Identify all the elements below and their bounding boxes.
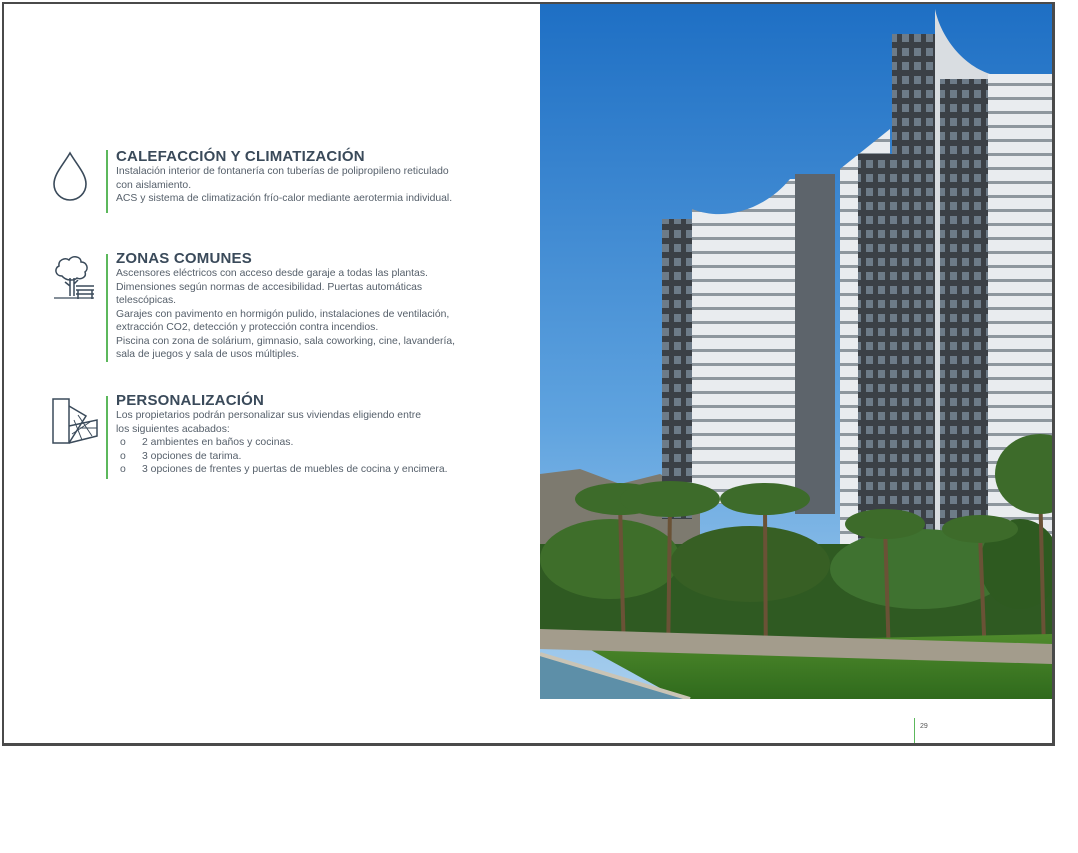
section-line: extracción CO2, detección y protección contra incendios. [116,322,379,333]
finishes-list [116,436,516,477]
section-line: los siguientes acabados: [116,423,230,435]
section-line: Ascensores eléctricos con acceso desde garaje a todas las plantas. [116,268,428,279]
page-number: 29 [920,723,928,730]
list-item: o 3 opciones de frentes y puertas de muebles de cocina y encimera. [116,463,516,477]
section-title: CALEFACCIÓN Y CLIMATIZACIÓN [116,148,365,165]
section-line: telescópicas. [116,295,177,306]
water-drop-icon [50,150,100,202]
section-line: Garajes con pavimento en hormigón pulido, instalaciones de ventilación, [116,308,450,320]
section-line: Instalación interior de fontanería con tuberías de polipropileno reticulado [116,166,449,177]
section-line: con aislamiento. [116,179,192,191]
brochure-page [2,2,1055,746]
section-accent-bar [106,396,108,479]
section-line: ACS y sistema de climatización frío-calor mediante aerotermia individual. [116,193,453,204]
section-accent-bar [106,254,108,362]
list-bullet: o [120,437,126,448]
section-accent-bar [106,150,108,213]
section-line: sala de juegos y sala de usos múltiples. [116,349,300,360]
section-title: ZONAS COMUNES [116,250,252,267]
section-line: Los propietarios podrán personalizar sus viviendas eligiendo entre [116,410,421,421]
section-line: Dimensiones según normas de accesibilidad. Puertas automáticas [116,281,423,293]
list-bullet: o [120,464,126,475]
page-number-divider [914,718,915,746]
building-photo [540,4,1053,699]
list-item: o 2 ambientes en baños y cocinas. [116,436,516,450]
list-item: o 3 opciones de tarima. [116,450,516,464]
color-swatch-icon [50,396,100,448]
list-bullet: o [120,450,126,462]
tree-bench-icon [50,254,100,306]
section-title: PERSONALIZACIÓN [116,392,265,409]
section-line: Piscina con zona de solárium, gimnasio, sala coworking, cine, lavandería, [116,335,456,347]
